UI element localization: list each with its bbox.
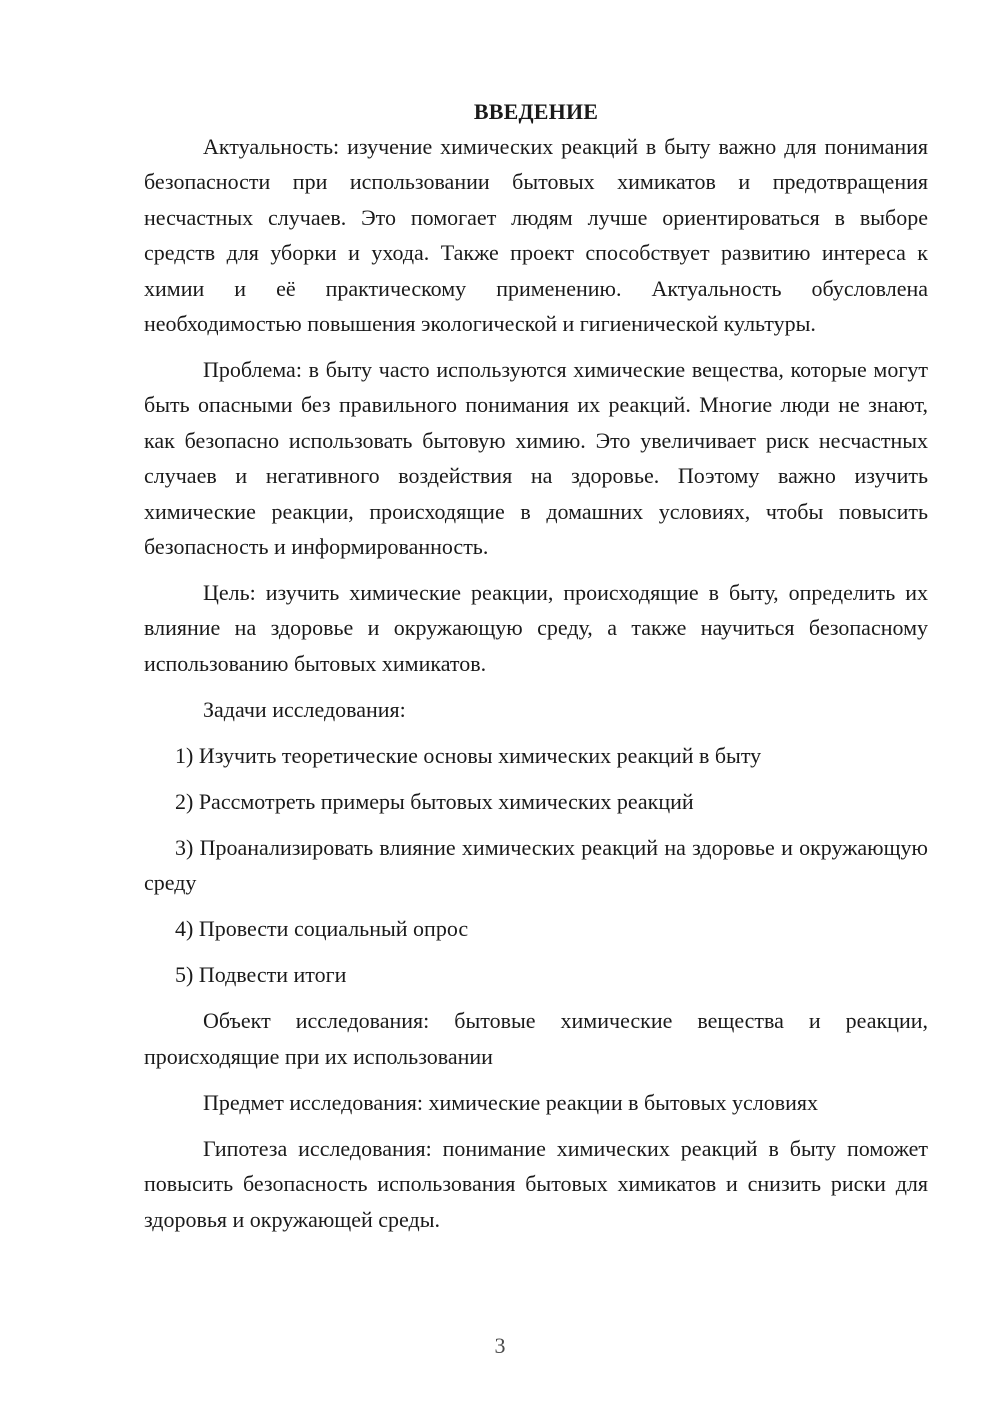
task-item-2: 2) Рассмотреть примеры бытовых химических реакций	[175, 788, 694, 814]
relevance-paragraph: Актуальность: изучение химических реакций в быту важно для понимания безопасности при использовании бытовых химикатов и предотвращения несчастных случаев. Это помогает людям лучше ориентироваться в выборе средств для уборки и ухода. Также проект способствует развитию интереса к химии и её практическому применению. Актуальность обусловлена необходимостью повышения экологической и гигиенической культуры.	[144, 134, 928, 337]
page-content	[144, 94, 928, 1248]
page-title: ВВЕДЕНИЕ	[473, 99, 599, 124]
task-item-3: 3) Проанализировать влияние химических реакций на здоровье и окружающую среду	[144, 834, 928, 896]
tasks-heading: Задачи исследования:	[203, 696, 406, 722]
task-item-4: 4) Провести социальный опрос	[175, 916, 469, 942]
task-item-5: 5) Подвести итоги	[175, 962, 347, 988]
page-number: 3	[494, 1333, 506, 1358]
problem-paragraph: Проблема: в быту часто используются химические вещества, которые могут быть опасными без правильного понимания их реакций. Многие люди не знают, как безопасно использовать бытовую химию. Это увеличивает риск несчастных случаев и негативного воздействия на здоровье. Поэтому важно изучить химические реакции, происходящие в домашних условиях, чтобы повысить безопасность и информированность.	[144, 357, 928, 560]
task-item-1: 1) Изучить теоретические основы химических реакций в быту	[175, 742, 762, 768]
hypothesis-paragraph: Гипотеза исследования: понимание химических реакций в быту поможет повысить безопасность использования бытовых химикатов и снизить риски для здоровья и окружающей среды.	[144, 1135, 928, 1232]
research-subject-paragraph: Предмет исследования: химические реакции в бытовых условиях	[203, 1089, 818, 1115]
goal-paragraph: Цель: изучить химические реакции, происходящие в быту, определить их влияние на здоровье и окружающую среду, а также научиться безопасному использованию бытовых химикатов.	[144, 580, 928, 676]
research-object-paragraph: Объект исследования: бытовые химические вещества и реакции, происходящие при их использовании	[144, 1008, 928, 1069]
